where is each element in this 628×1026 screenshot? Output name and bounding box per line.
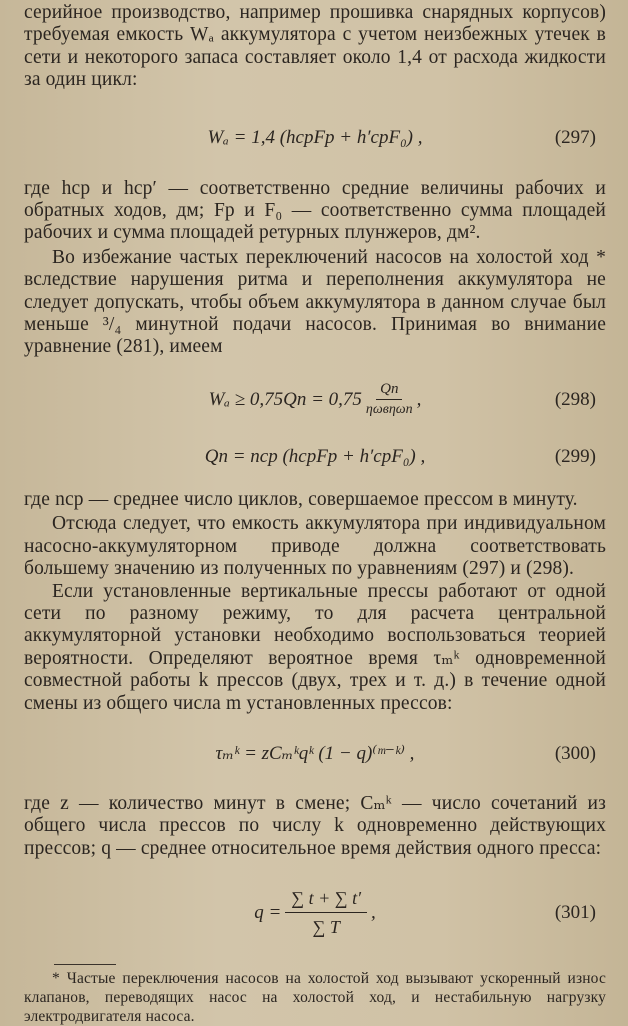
equation-298-number: (298) xyxy=(554,388,596,410)
footnote-text: * Частые переключения насосов на холостой ход вызывают ускоренный износ клапанов, переводящих насос на холостой ход, и нестабильную нагрузку электродвигателя насоса. xyxy=(24,970,606,1026)
equation-301 xyxy=(24,868,606,958)
equation-300 xyxy=(24,725,606,783)
equation-299 xyxy=(24,435,606,479)
equation-301-denominator: ∑ T xyxy=(312,917,340,938)
equation-301-number: (301) xyxy=(554,902,596,924)
paragraph-6: Если установленные вертикальные прессы работают от одной сети по разному режиму, то для расчета центральной аккумуляторной установки необходимо воспользоваться теорией вероятности. Определяют вероятное время τₘᵏ одновременной совместной работы k прессов (двух, трех и т. д.) в течение одной смены из общего числа m установленных прессов: xyxy=(24,580,606,714)
paragraph-2: где hcp и hcp′ — соответственно средние величины рабочих и обратных ходов, дм; Fp и F₀ — соответственно сумма площадей рабочих и сумма площадей ретурных плунжеров, дм². xyxy=(24,177,606,244)
equation-301-fraction xyxy=(285,888,367,938)
equation-298-denominator: ηωвηωп xyxy=(365,402,413,418)
paragraph-5: Отсюда следует, что емкость аккумулятора при индивидуальном насосно-аккумуляторном приводе должна соответствовать большему значению из полученных по уравнениям (297) и (298). xyxy=(24,513,606,580)
equation-300-number: (300) xyxy=(554,742,596,764)
paragraph-1: серийное производство, например прошивка снарядных корпусов) требуемая емкость Wₐ аккумулятора с учетом неизбежных утечек в сети и некоторого запаса составляет около 1,4 от расхода жидкости за один цикл: xyxy=(24,2,606,91)
equation-298-left: Wₐ ≥ 0,75Qп = 0,75 xyxy=(208,388,362,410)
equation-299-formula: Qп = ncp (hcpFp + h′cpF₀) , xyxy=(204,445,426,467)
equation-300-formula: τₘᵏ = zCₘᵏqᵏ (1 − q)⁽ᵐ⁻ᵏ⁾ , xyxy=(215,743,415,765)
equation-298 xyxy=(24,365,606,435)
footnote-section xyxy=(24,964,606,1026)
footnote xyxy=(24,969,606,1026)
footnote-rule xyxy=(54,964,116,965)
equation-301-left: q = xyxy=(254,902,282,924)
equation-299-number: (299) xyxy=(554,445,596,467)
equation-298-numerator: Qп xyxy=(376,381,402,400)
paragraph-7: где z — количество минут в смене; Cₘᵏ — число сочетаний из общего числа прессов по числу k одновременно действующих прессов; q — среднее относительное время действия одного пресса: xyxy=(24,792,606,859)
paragraph-4: где ncp — среднее число циклов, совершаемое прессом в минуту. xyxy=(24,488,578,510)
equation-301-tail: , xyxy=(371,902,376,924)
equation-297-formula: Wₐ = 1,4 (hcpFp + h′cpF₀) , xyxy=(207,126,423,148)
equation-301-numerator: ∑ t + ∑ t′ xyxy=(285,888,367,913)
equation-298-tail: , xyxy=(416,388,422,410)
equation-298-fraction xyxy=(366,381,413,418)
equation-297 xyxy=(24,106,606,170)
paragraph-3: Во избежание частых переключений насосов на холостой ход * вследствие нарушения ритма и переполнения аккумулятора не следует допускать, чтобы объем аккумулятора в данном случае был меньше ³/₄ минутной подачи насосов. Принимая во внимание уравнение (281), имеем xyxy=(24,246,606,358)
equation-297-number: (297) xyxy=(554,126,596,148)
